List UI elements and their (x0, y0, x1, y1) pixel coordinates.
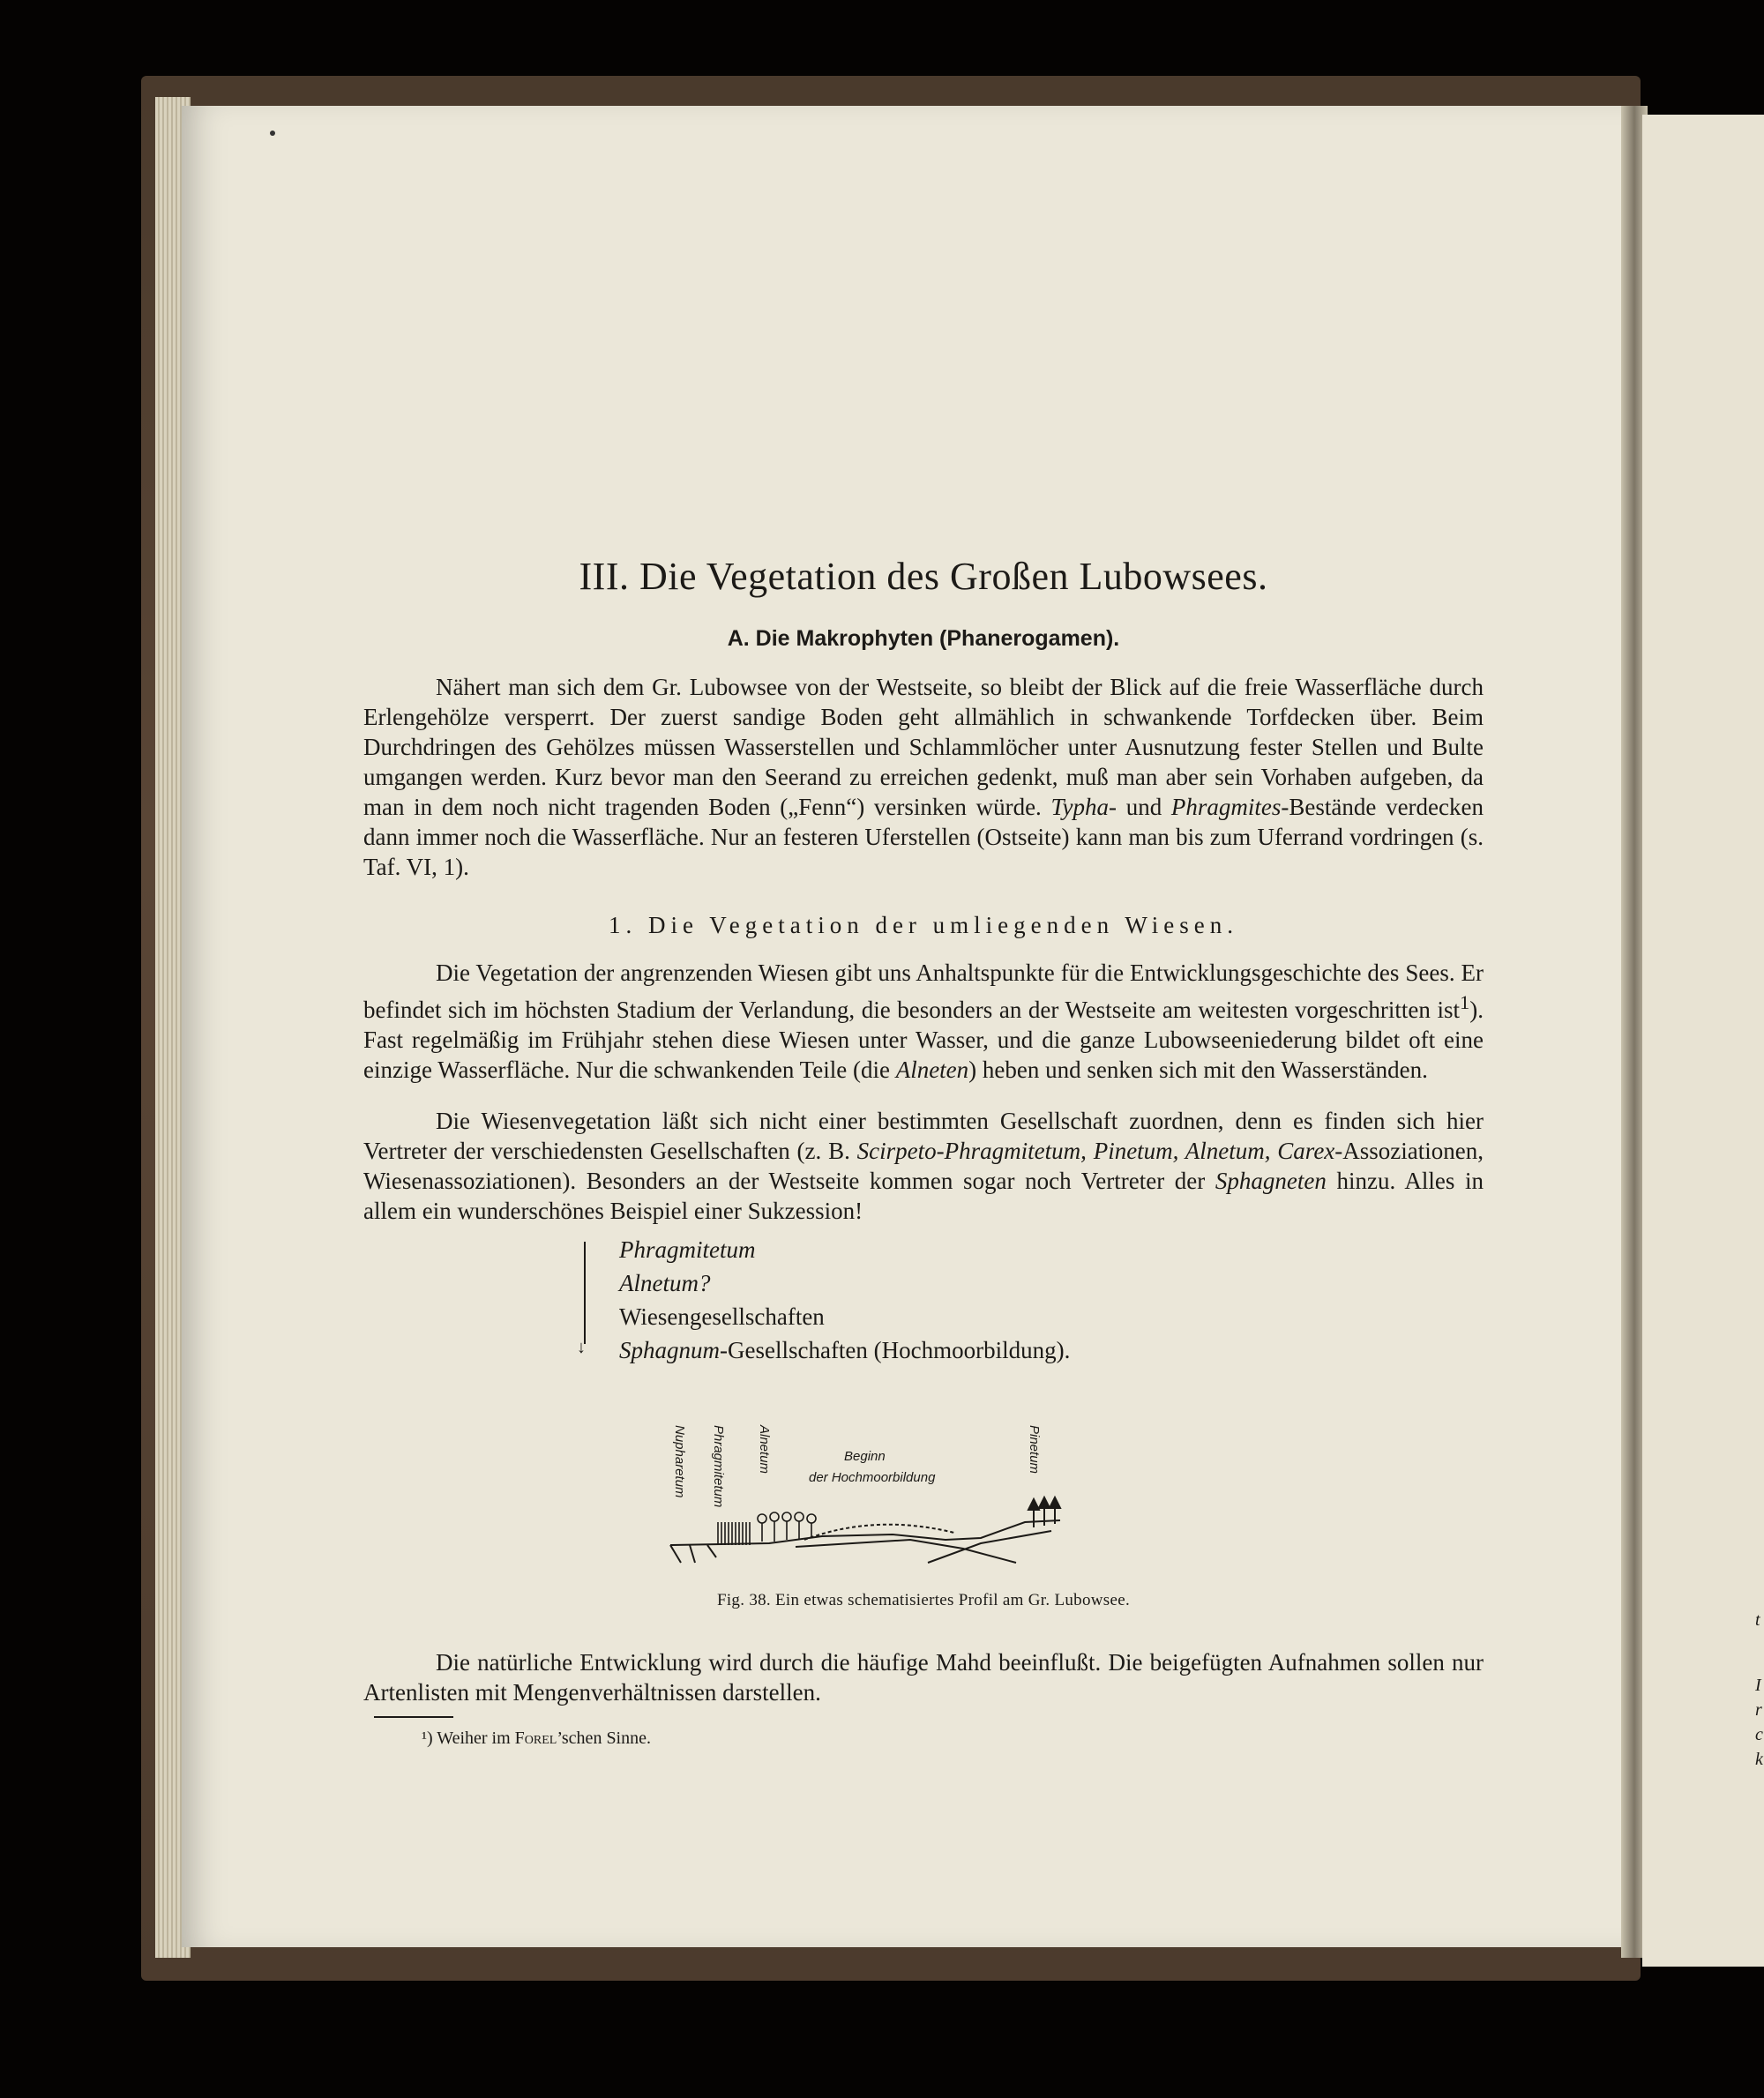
succession-item: Phragmitetum (619, 1236, 756, 1263)
subsection-title: 1. Die Vegetation der umliegenden Wiesen. (608, 912, 1239, 938)
succession-item: Alnetum? (619, 1270, 711, 1296)
reed-marks (718, 1522, 750, 1545)
right-page-fragment: t (1755, 1610, 1760, 1630)
succession-item: Sphagnum-Gesellschaften (Hochmoorbildung). (619, 1337, 1071, 1363)
label-hochmoor: der Hochmoorbildung (809, 1470, 936, 1485)
paragraph-mowing: Die natürliche Entwicklung wird durch die häufige Mahd beeinflußt. Die beigefügten Aufnahmen sollen nur Artenlisten mit Mengenverhältnissen darstellen. (363, 1649, 1484, 1706)
label-beginn: Beginn (844, 1449, 886, 1464)
page-speck (270, 131, 275, 136)
pine-marks (1028, 1497, 1060, 1527)
label-nupharetum: Nupharetum (672, 1425, 687, 1498)
succession-arrow-line (584, 1242, 586, 1344)
chapter-title: III. Die Vegetation des Großen Lubowsees. (579, 555, 1268, 598)
label-pinetum: Pinetum (1027, 1425, 1042, 1475)
down-arrow-icon: ↓ (577, 1338, 586, 1357)
paragraph-intro: Nähert man sich dem Gr. Lubowsee von der Westseite, so bleibt der Blick auf die freie Wasserfläche durch Erlengehölze versperrt. Der zuerst sandige Boden geht allmählich in schwankende Torfdecken über. Beim Durchdringen des Gehölzes müssen Wasserstellen und Schlammlöcher unter Ausnutzung fester Stellen und Bulte umgangen werden. Kurz bevor man den Seerand zu erreichen gedenkt, muß man aber sein Vorhaben aufgeben, da man in dem noch nicht tragenden Boden („Fenn“) versinken würde. Typha- und Phragmites-Bestände verdecken dann immer noch die Wasserfläche. Nur an festeren Uferstellen (Ostseite) kann man bis zum Uferrand vordringen (s. Taf. VI, 1). (363, 674, 1484, 880)
alder-marks (758, 1512, 816, 1542)
label-phragmitetum: Phragmitetum (711, 1425, 726, 1508)
right-page-fragment: c (1755, 1725, 1763, 1744)
right-page-fragment: r (1755, 1700, 1762, 1720)
section-subtitle: A. Die Makrophyten (Phanerogamen). (727, 626, 1120, 651)
paragraph-succession: Die Wiesenvegetation läßt sich nicht einer bestimmten Gesellschaft zuordnen, denn es finden sich hier Vertreter der verschiedensten Gesellschaften (z. B. Scirpeto-Phragmitetum, Pinetum, Alnetum, Carex-Assoziationen, Wiesenassoziationen). Besonders an der Westseite kommen sogar noch Vertreter der Sphagneten hinzu. Alles in allem ein wunderschönes Beispiel einer Sukzession! (363, 1108, 1484, 1224)
figure-caption: Fig. 38. Ein etwas schematisiertes Profil am Gr. Lubowsee. (716, 1591, 1131, 1609)
right-page-fragment: I (1755, 1676, 1761, 1695)
label-alnetum: Alnetum (757, 1425, 772, 1475)
footnote-rule (374, 1716, 453, 1718)
right-page-fragment: k (1755, 1750, 1763, 1769)
right-page (1642, 115, 1764, 1967)
succession-item: Wiesengesellschaften (619, 1303, 825, 1330)
succession-list (577, 1233, 1219, 1367)
profile-figure (663, 1407, 1157, 1575)
footnote: ¹) Weiher im Forel’schen Sinne. (422, 1728, 651, 1748)
paragraph-meadows: Die Vegetation der angrenzenden Wiesen gibt uns Anhaltspunkte für die Entwicklungsgeschichte des Sees. Er befindet sich im höchsten Stadium der Verlandung, die besonders an der Westseite am weitesten vorgeschritten ist$^1$). Fast regelmäßig im Frühjahr stehen diese Wiesen unter Wasser, und die ganze Lubowseeniederung bildet oft eine einzige Wasserfläche. Nur die schwankenden Teile (die Alneten) heben und senken sich mit den Wasserständen. (363, 959, 1484, 1083)
